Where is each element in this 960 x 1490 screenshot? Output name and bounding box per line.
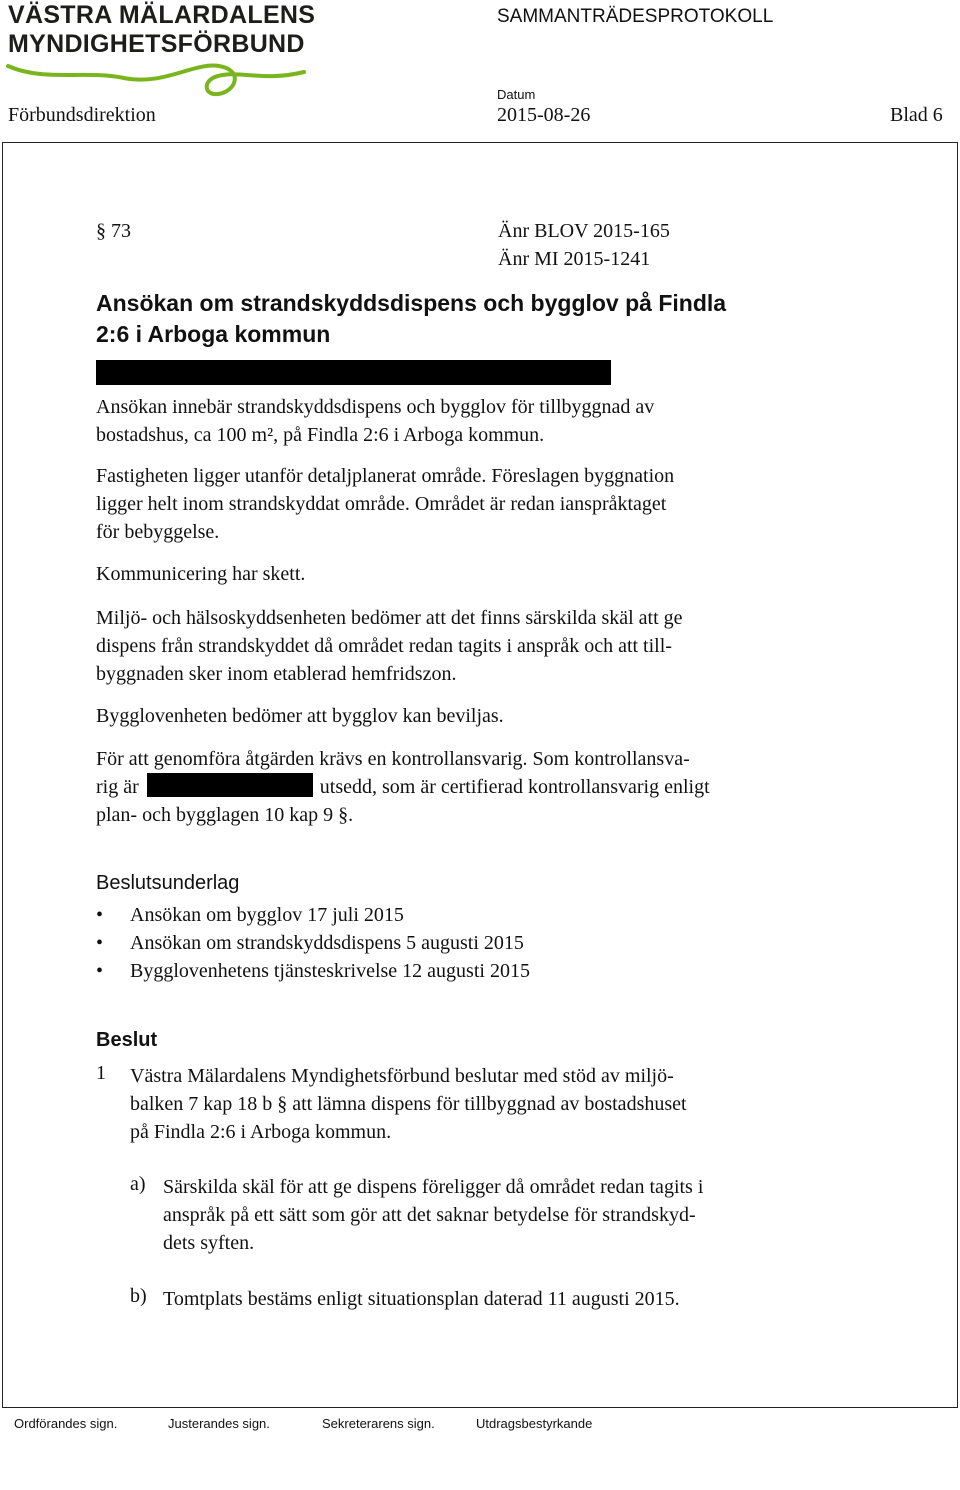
text-line: byggnaden sker inom etablerad hemfridszon. (96, 663, 457, 685)
text-line: Västra Mälardalens Myndighetsförbund beslutar med stöd av miljö- (130, 1065, 674, 1087)
text-line: Miljö- och hälsoskyddsenheten bedömer att det finns särskilda skäl att ge (96, 607, 683, 629)
paragraph-property (96, 462, 856, 546)
text-line: för bebyggelse. (96, 521, 220, 543)
text-line: Särskilda skäl för att ge dispens föreligger då området redan tagits i (163, 1176, 704, 1198)
subpoint-a-text (163, 1173, 843, 1257)
signature-certification: Utdragsbestyrkande (476, 1416, 593, 1431)
list-item-text: Bygglovenhetens tjänsteskrivelse 12 augusti 2015 (130, 960, 530, 982)
case-title-line-2: 2:6 i Arboga kommun (96, 321, 331, 347)
signature-chair: Ordförandes sign. (14, 1416, 118, 1431)
signature-adjuster: Justerandes sign. (168, 1416, 270, 1431)
case-reference-2: Änr MI 2015-1241 (498, 248, 651, 270)
text-line: Bygglovenheten bedömer att bygglov kan beviljas. (96, 705, 504, 727)
text-line: dets syften. (163, 1232, 255, 1254)
list-item (96, 901, 404, 929)
meeting-date: 2015-08-26 (497, 104, 591, 126)
subpoint-b-label: b) (130, 1285, 147, 1307)
bullet-icon: • (96, 932, 104, 954)
text-line: anspråk på ett sätt som gör att det saknar betydelse för strandskyd- (163, 1204, 696, 1226)
text-line: plan- och bygglagen 10 kap 9 §. (96, 804, 354, 826)
paragraph-assessment-environment (96, 604, 856, 688)
text-line: Kommunicering har skett. (96, 563, 306, 585)
text-fragment: rig är (96, 776, 139, 798)
text-line: ligger helt inom strandskyddat område. Området är redan ianspråktaget (96, 493, 667, 515)
page-number: Blad 6 (890, 104, 943, 126)
case-title-line-1: Ansökan om strandskyddsdispens och bygglov på Findla (96, 290, 727, 316)
subpoint-a-label: a) (130, 1173, 146, 1195)
logo-text-line1: VÄSTRA MÄLARDALENS (8, 1, 316, 29)
logo-text-line2: MYNDIGHETSFÖRBUND (8, 30, 305, 58)
redaction-bar (96, 360, 611, 385)
paragraph-communication (96, 560, 856, 588)
bullet-icon: • (96, 904, 104, 926)
list-item-text: Ansökan om strandskyddsdispens 5 augusti 2015 (130, 932, 524, 954)
section-heading-decision: Beslut (96, 1029, 158, 1051)
logo-swoosh-icon (4, 52, 324, 104)
text-line: på Findla 2:6 i Arboga kommun. (130, 1121, 392, 1143)
text-line: dispens från strandskyddet då området redan tagits i anspråk och att till- (96, 635, 672, 657)
case-reference-1: Änr BLOV 2015-165 (498, 220, 670, 242)
section-heading-basis: Beslutsunderlag (96, 872, 240, 894)
text-line: balken 7 kap 18 b § att lämna dispens för tillbyggnad av bostadshuset (130, 1093, 687, 1115)
paragraph-control-manager (96, 745, 856, 829)
decision-text (130, 1062, 830, 1146)
date-label: Datum (497, 87, 536, 102)
list-item-text: Ansökan om bygglov 17 juli 2015 (130, 904, 404, 926)
decision-number: 1 (96, 1062, 106, 1084)
signature-secretary: Sekreterarens sign. (322, 1416, 435, 1431)
bullet-icon: • (96, 960, 104, 982)
redaction-bar (147, 773, 313, 797)
paragraph-number: § 73 (96, 220, 131, 242)
text-line: Ansökan innebär strandskyddsdispens och bygglov för tillbyggnad av (96, 396, 655, 418)
paragraph-assessment-building (96, 702, 856, 730)
list-item (96, 929, 524, 957)
paragraph-application (96, 393, 856, 449)
text-line: Fastigheten ligger utanför detaljplanerat område. Föreslagen byggnation (96, 465, 675, 487)
list-item (96, 957, 530, 985)
document-type: SAMMANTRÄDESPROTOKOLL (497, 6, 774, 27)
text-line (96, 773, 856, 801)
text-line: bostadshus, ca 100 m², på Findla 2:6 i Arboga kommun. (96, 424, 545, 446)
text-line: Tomtplats bestäms enligt situationsplan daterad 11 augusti 2015. (163, 1288, 680, 1310)
text-fragment: utsedd, som är certifierad kontrollansvarig enligt (319, 776, 710, 798)
text-line: För att genomföra åtgärden krävs en kontrollansvarig. Som kontrollansva- (96, 748, 690, 770)
body-name: Förbundsdirektion (8, 104, 156, 126)
subpoint-b-text (163, 1285, 843, 1313)
